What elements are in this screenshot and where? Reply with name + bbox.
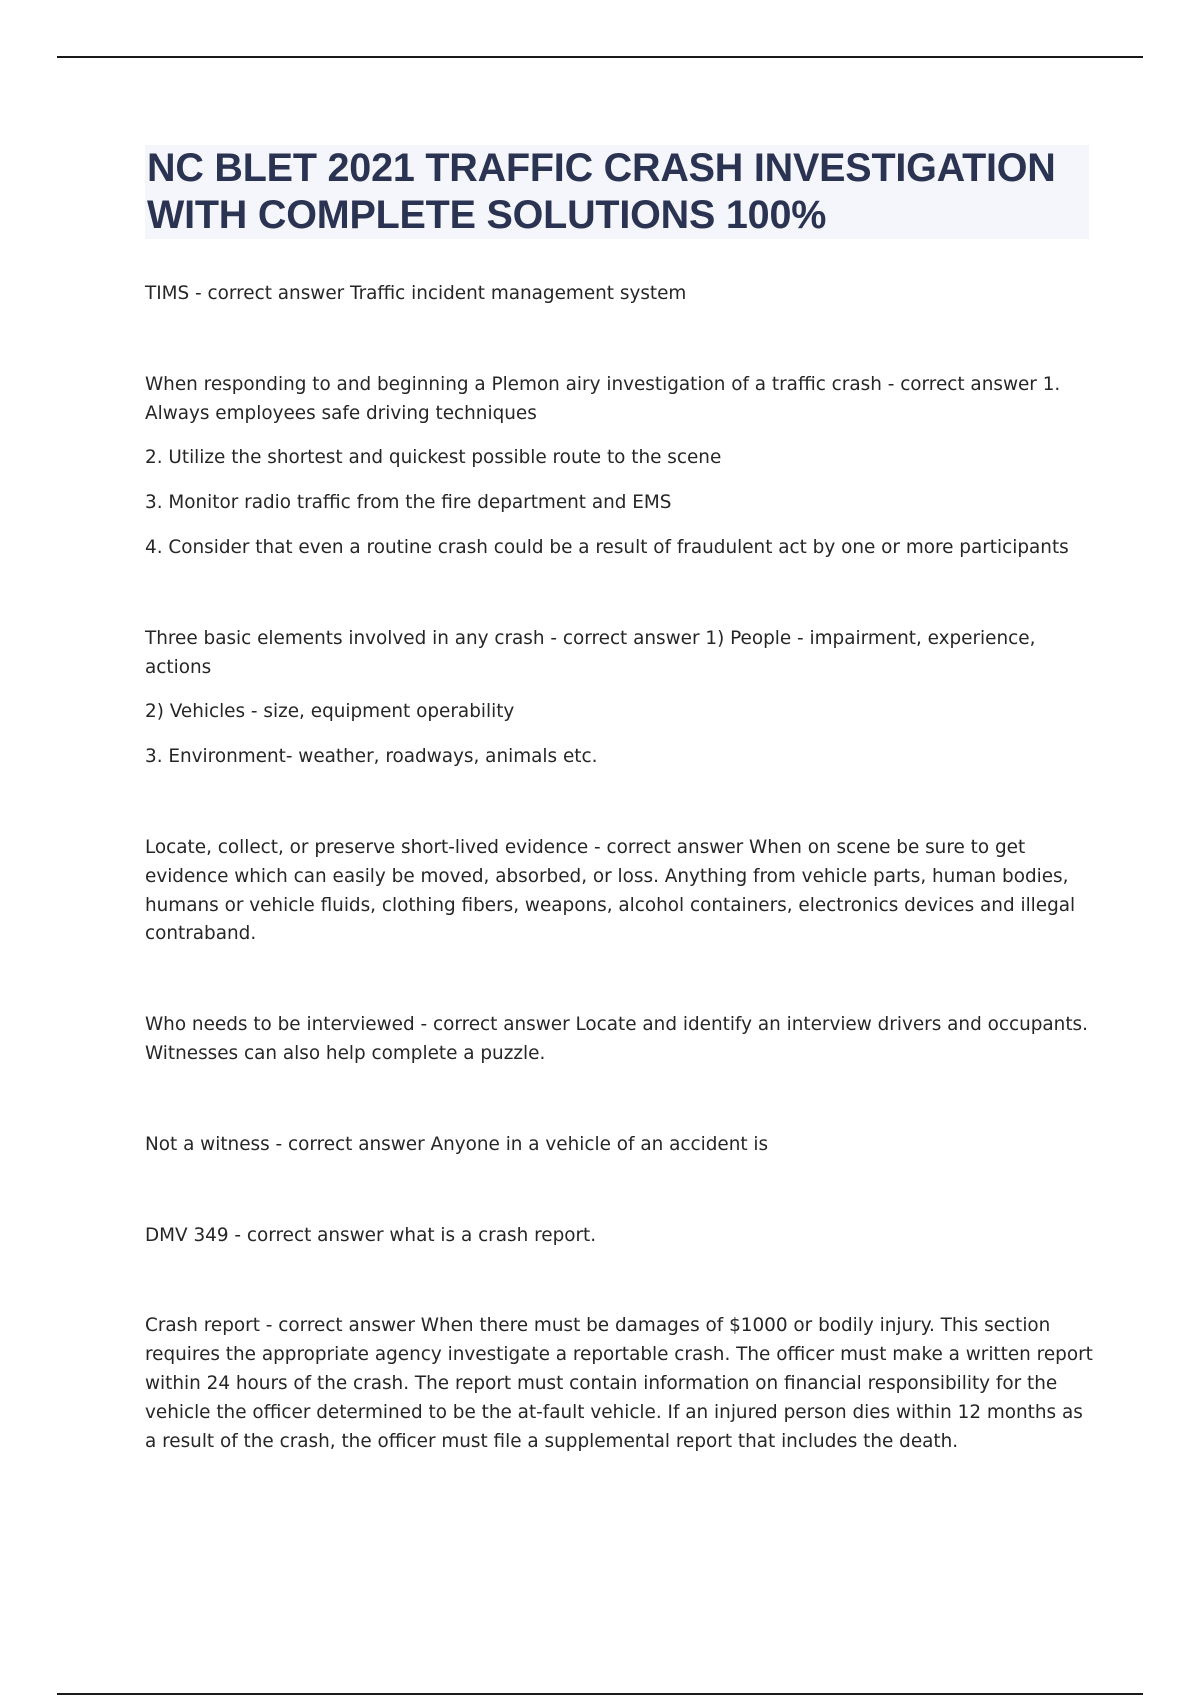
entry-paragraph: 3. Monitor radio traffic from the fire department and EMS xyxy=(145,492,672,514)
entry-paragraph: When responding to and beginning a Plemon airy investigation of a traffic crash - correct answer 1. Always employees safe driving techniques xyxy=(145,373,1061,424)
qa-entry xyxy=(145,1312,1095,1456)
bottom-divider xyxy=(57,1693,1143,1695)
qa-entry xyxy=(145,834,1095,949)
entry-paragraph: 4. Consider that even a routine crash could be a result of fraudulent act by one or more participants xyxy=(145,536,1069,558)
entry-paragraph: Crash report - correct answer When there must be damages of $1000 or bodily injury. This section requires the appropriate agency investigate a reportable crash. The officer must make a written report within 24 hours of the crash. The report must contain information on financial responsibility for the vehicle the officer determined to be the at-fault vehicle. If an injured person dies within 12 months as a result of the crash, the officer must file a supplemental report that includes the death. xyxy=(145,1315,1093,1452)
title-banner xyxy=(145,145,1089,239)
entry-paragraph: DMV 349 - correct answer what is a crash report. xyxy=(145,1224,597,1246)
page-title xyxy=(147,145,1089,239)
document-body xyxy=(145,280,1095,1456)
entry-paragraph: Three basic elements involved in any crash - correct answer 1) People - impairment, experience, actions xyxy=(145,627,1036,678)
entry-paragraph: TIMS - correct answer Traffic incident management system xyxy=(145,283,687,304)
title-line-2: WITH COMPLETE SOLUTIONS 100% xyxy=(147,193,827,237)
entry-paragraph: Who needs to be interviewed - correct answer Locate and identify an interview drivers and occupants. Witnesses can also help complete a puzzle. xyxy=(145,1014,1088,1064)
qa-entry xyxy=(145,1131,1095,1160)
entry-paragraph: 2) Vehicles - size, equipment operability xyxy=(145,701,515,723)
entry-paragraph: Locate, collect, or preserve short-lived evidence - correct answer When on scene be sure to get evidence which can easily be moved, absorbed, or loss. Anything from vehicle parts, human bodies, humans or vehicle fluids, clothing fibers, weapons, alcohol containers, electronics devices and illegal contraband. xyxy=(145,836,1076,945)
entry-paragraph: Not a witness - correct answer Anyone in a vehicle of an accident is xyxy=(145,1133,769,1155)
qa-entry xyxy=(145,1011,1095,1069)
entry-paragraph: 3. Environment- weather, roadways, animals etc. xyxy=(145,746,598,768)
top-divider xyxy=(57,56,1143,58)
qa-entry xyxy=(145,280,1095,309)
qa-entry xyxy=(145,625,1095,772)
qa-entry xyxy=(145,1222,1095,1251)
title-line-1: NC BLET 2021 TRAFFIC CRASH INVESTIGATION xyxy=(147,146,1056,190)
qa-entry xyxy=(145,371,1095,563)
entry-paragraph: 2. Utilize the shortest and quickest possible route to the scene xyxy=(145,447,722,469)
